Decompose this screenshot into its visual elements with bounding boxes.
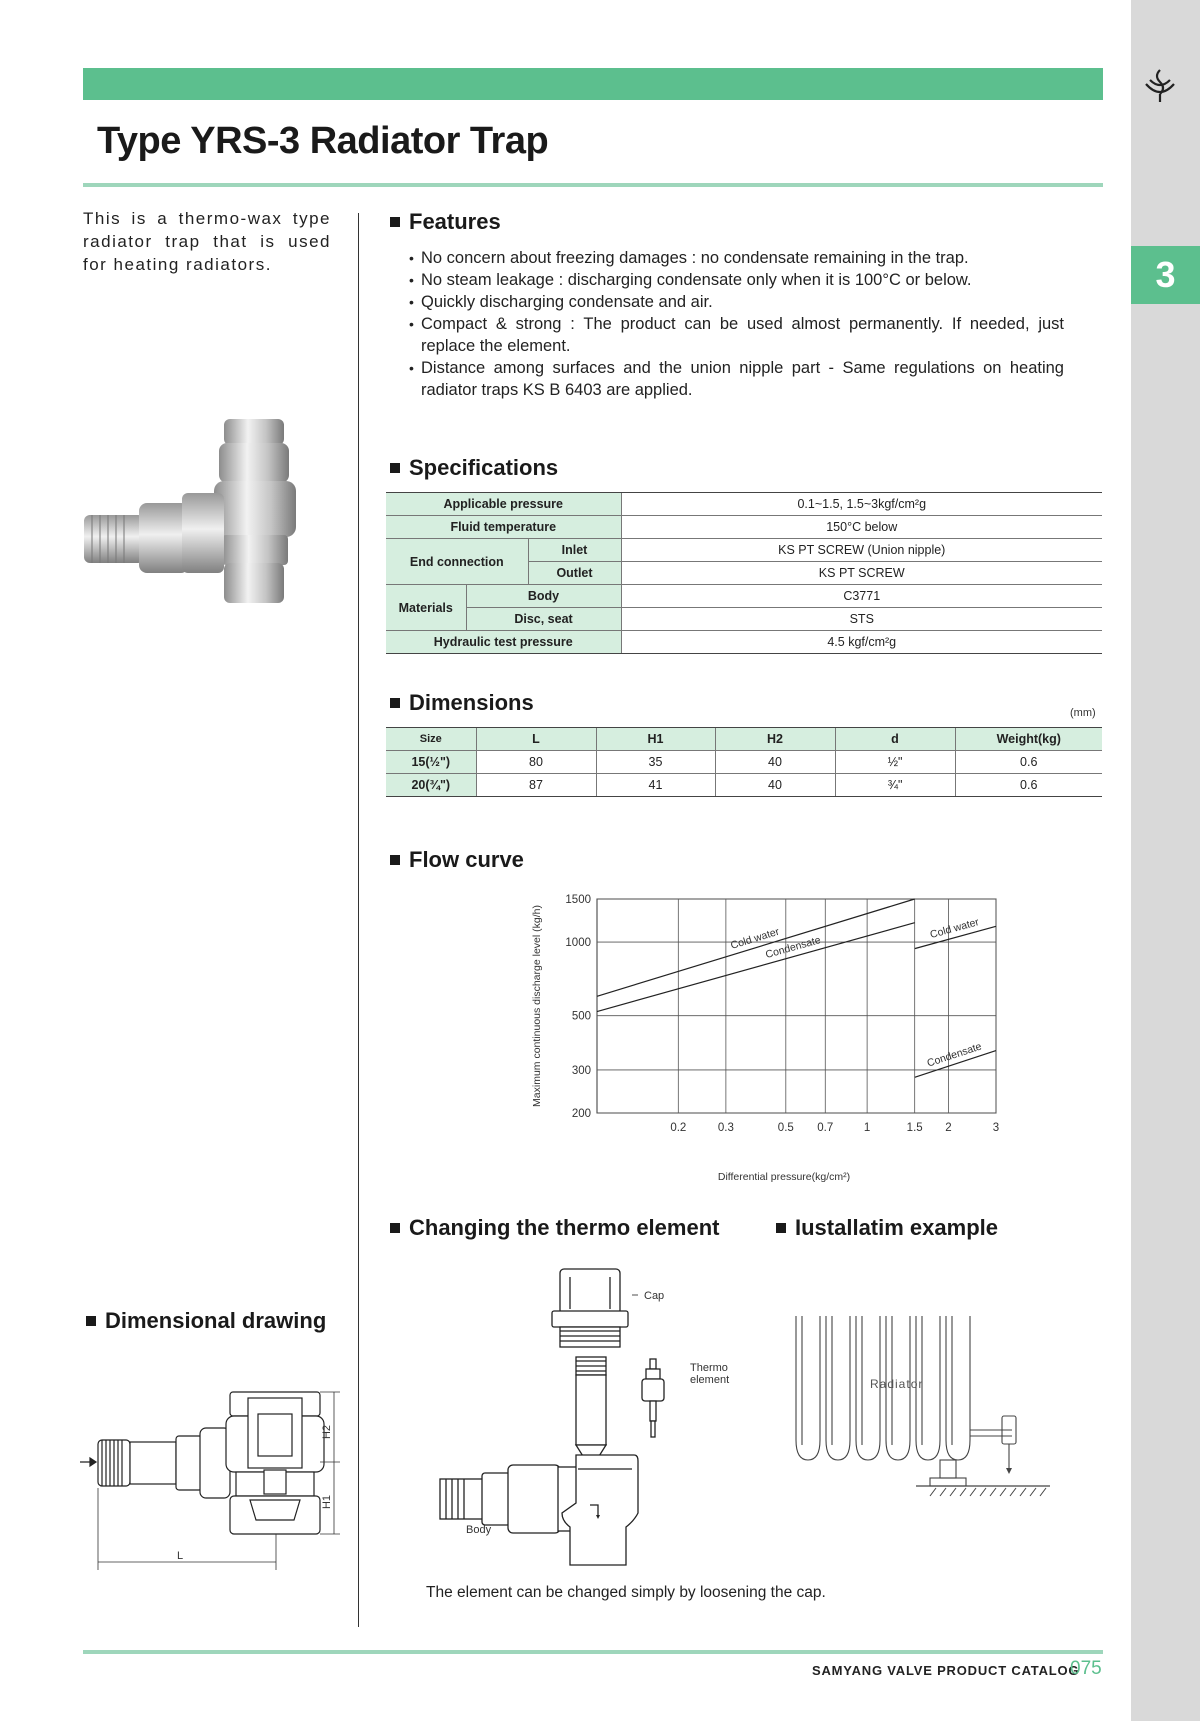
thermo-element-diagram — [420, 1265, 750, 1575]
product-photo — [84, 415, 314, 615]
series-label: Cold water — [729, 925, 781, 952]
cap-drawing — [560, 1269, 620, 1314]
y-tick-label: 200 — [571, 1108, 591, 1120]
table-header-row: Size L H1 H2 d Weight(kg) — [386, 728, 1102, 751]
dimensions-heading: Dimensions — [390, 690, 534, 716]
chapter-tab[interactable]: 3 — [1131, 246, 1200, 304]
radiator-drawing — [796, 1316, 1050, 1486]
flow-curve-chart — [520, 885, 1010, 1185]
changing-heading: Changing the thermo element — [390, 1215, 719, 1241]
series-label: Condensate — [925, 1040, 984, 1070]
features-list — [409, 247, 1064, 401]
x-tick-label: 0.3 — [717, 1122, 734, 1134]
thermo-label-line2: element — [690, 1374, 730, 1386]
table-row: Applicable pressure 0.1~1.5, 1.5~3kgf/cm²g — [386, 493, 1102, 516]
list-item: • Quickly discharging condensate and air. — [409, 293, 713, 311]
dimensional-drawing-heading: Dimensional drawing — [86, 1308, 326, 1334]
table-row: Materials Body C3771 — [386, 585, 1102, 608]
list-item: • Distance among surfaces and the union nipple part - Same regulations on heating radiator traps KS B 6403 are applied. — [409, 359, 1064, 399]
changing-caption: The element can be changed simply by loosening the cap. — [426, 1584, 826, 1601]
specifications-heading: Specifications — [390, 455, 558, 481]
x-tick-label: 1 — [863, 1122, 871, 1134]
table-row: Disc, seat STS — [386, 608, 1102, 631]
page-number: 075 — [1070, 1658, 1102, 1679]
y-axis-label: Maximum continuous discharge level (kg/h) — [531, 905, 543, 1107]
h2-label: H2 — [321, 1424, 333, 1440]
table-row: Hydraulic test pressure 4.5 kgf/cm²g — [386, 631, 1102, 654]
list-item: • Compact & strong : The product can be used almost permanently. If needed, just replace the element. — [409, 315, 1064, 355]
intro-text: This is a thermo-wax type radiator trap that is used for heating radiators. — [83, 209, 331, 274]
x-tick-label: 2 — [945, 1122, 952, 1134]
x-tick-label: 1.5 — [906, 1122, 923, 1134]
series-label: Condensate — [764, 934, 823, 961]
list-item: • No steam leakage : discharging condensate only when it is 100°C or below. — [409, 271, 972, 289]
thermo-element-drawing — [650, 1359, 656, 1369]
samyang-logo-icon — [1142, 66, 1178, 106]
dimensions-table — [386, 727, 1102, 797]
column-divider — [358, 213, 359, 1627]
x-tick-label: 3 — [992, 1122, 1000, 1134]
flow-curve-heading: Flow curve — [390, 847, 524, 873]
table-row: Outlet KS PT SCREW — [386, 562, 1102, 585]
table-row: 15(½") 80 35 40 ½" 0.6 — [386, 751, 1102, 774]
series-label: Cold water — [928, 916, 981, 942]
features-heading: Features — [390, 209, 501, 235]
table-row: Fluid temperature 150°C below — [386, 516, 1102, 539]
list-item: • No concern about freezing damages : no condensate remaining in the trap. — [409, 249, 969, 267]
dimensional-drawing — [80, 1370, 350, 1570]
x-tick-label: 0.5 — [777, 1122, 794, 1134]
x-tick-label: 0.7 — [817, 1122, 834, 1134]
h1-label: H1 — [321, 1494, 333, 1510]
specifications-table — [386, 492, 1102, 654]
unit-label: (mm) — [1070, 707, 1096, 719]
thermo-label-line1: Thermo — [690, 1362, 728, 1374]
y-tick-label: 500 — [571, 1010, 591, 1023]
table-row: End connection Inlet KS PT SCREW (Union nipple) — [386, 539, 1102, 562]
radiator-label: Radiator — [870, 1377, 924, 1391]
body-label: Body — [466, 1524, 492, 1536]
footer-text: SAMYANG VALVE PRODUCT CATALOG — [812, 1663, 1080, 1678]
x-axis-label: Differential pressure(kg/cm²) — [717, 1171, 851, 1183]
page-title: Type YRS-3 Radiator Trap — [97, 120, 549, 162]
installation-diagram — [790, 1310, 1060, 1510]
y-tick-label: 1000 — [565, 937, 591, 950]
cap-label: Cap — [644, 1290, 665, 1302]
header-bar — [83, 68, 1103, 100]
y-tick-label: 300 — [571, 1064, 591, 1077]
table-row: 20(¾") 87 41 40 ¾" 0.6 — [386, 774, 1102, 797]
title-divider — [83, 183, 1103, 187]
x-tick-label: 0.2 — [670, 1122, 687, 1134]
footer-divider — [83, 1650, 1103, 1654]
series-lines — [597, 899, 996, 1077]
y-tick-label: 1500 — [565, 894, 591, 906]
l-label: L — [176, 1550, 184, 1562]
installation-heading: Iustallatim example — [776, 1215, 998, 1241]
